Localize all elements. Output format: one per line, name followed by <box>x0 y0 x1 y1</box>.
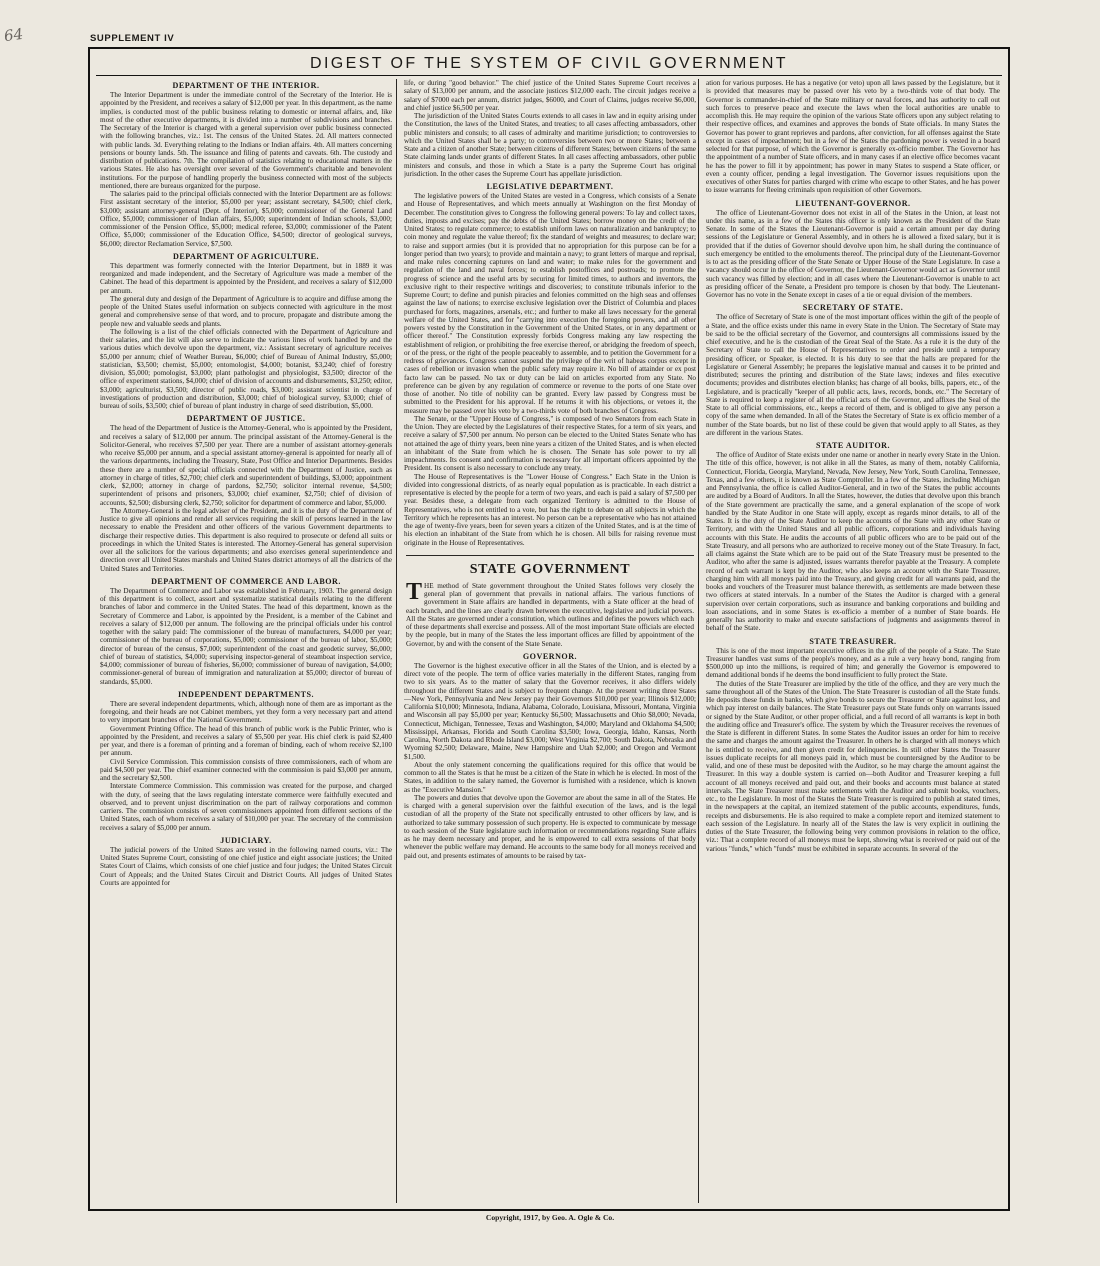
paragraph: The duties of the State Treasurer are implied by the title of the office, and they are very much the same throughout all of the States of the Union. The State Treasurer is custodian of all the State funds. He deposits these funds in banks, which give bonds to secure the Treasurer or State against loss, and which pay interest on daily balances. The State Treasurer pays out State funds only on warrants issued or signed by the State Auditor, or other proper official, and a full record of all warrants is kept in both the auditing office and Treasurer's office. The system by which the Treasurer receives the revenues of the State is different in different States. In some States the Auditor issues an order for him to receive the same and charges the amount against the Treasurer. In others he is charged with all moneys which he is entitled to receive, and then given credit for delinquencies. In still other States the Treasurer issues duplicate receipts for all moneys paid in, which must be countersigned by the Auditor to be valid, and one of these must be deposited with the Auditor, so he may charge the amount against the Treasurer. In this way a double system is carried on—both Auditor and Treasurer keeping a full account of all moneys received and paid out, and their books and accounts must balance at stated intervals. The State Treasurer must make settlements with the Auditor and submit books, vouchers, etc., to the Legislature. In most of the States the State Treasurer is required to publish at stated times, in the newspapers at the capital, an itemized statement of the public accounts, expenditures, funds, receipts and disbursements. He is also required to make a complete report and itemized statement to each session of the Legislature. In nearly all of the States the law is very explicit in outlining the duties of the State Treasurer, the following being very common provisions in relation to the office, viz.: That a complete record of all moneys must be kept, showing what is received or paid out of the various "funds," which "funds" must be exhibited in separate accounts. In several of the <box>706 679 1000 853</box>
section-department-of-agriculture <box>100 252 392 411</box>
state-government-intro <box>406 578 694 648</box>
section-heading: GOVERNOR. <box>522 651 578 661</box>
paragraph: The jurisdiction of the United States Courts extends to all cases in law and in equity arising under the Constitution, the laws of the United States, and treaties; to all cases affecting ambassadors, other public ministers and consuls; to all cases of admiralty and maritime jurisdiction; to controversies to which the United States shall be a party; to controversies between two or more States; between a State and a citizen of another State; between citizens of different States; between citizens of the same State claiming lands under grants of different States. In all cases affecting ambassadors, other public ministers and consuls, and those in which a State is a party the Supreme Court has original jurisdiction. In the other cases the Supreme Court has appellate jurisdiction. <box>404 112 696 178</box>
section-secretary-of-state <box>706 303 1000 437</box>
section-department-of-the-interior <box>100 81 392 248</box>
paragraph: There are several independent departments, which, although none of them are as important as the foregoing, and their heads are not Cabinet members, yet they form a very necessary part and attend to very important branches of the National Government. <box>100 699 392 725</box>
paragraph: The legislative powers of the United States are vested in a Congress, which consists of a Senate and House of Representatives, and which meets annually at Washington on the first Monday of December. The constitution gives to Congress the following general powers: To lay and collect taxes, duties, imposts and excises; pay the debts of the United States; borrow money on the credit of the United States; to regulate commerce; to establish uniform laws on naturalization and bankruptcy; to coin money and regulate the value thereof; fix the standard of weights and measures; to declare war; to raise and support armies (but it is provided that no appropriation for this purpose can be for a longer period than two years); to provide and maintain a navy; to grant letters of marque and reprisal, and make rules concerning captures on land and water; to make rules for the government and regulation of the land and naval forces; to establish postoffices and postroads; to promote the progress of science and the useful arts by securing for limited times, to authors and inventors, the exclusive right to their respective writings and discoveries; to constitute tribunals inferior to the Supreme Court; to define and punish piracies and felonies committed on the high seas and offenses against the law of nations; to exercise exclusive legislation over the District of Columbia and places purchased for forts, magazines, arsenals, etc.; and further to make all laws necessary for the general welfare of the United States, and for "carrying into execution the foregoing powers, and all other powers vested by the Constitution in the Government of the United States, or in any department or officer thereof." The Constitution expressly forbids Congress making any law respecting the establishment of religion, or prohibiting the free exercise thereof, or abridging the freedom of speech, or of the press, or the right of the people peaceably to assemble, and to petition the Government for a redress of grievances. Congress cannot suspend the privilege of the writ of habeas corpus except in cases of rebellion or invasion when the public safety may require it. No bill of attainder or ex post facto law can be passed. No tax or duty can be laid on articles exported from any State. No preference can be given by any regulation of commerce or revenue to the ports of one State over those of another. No title of nobility can be granted. Every law passed by Congress must be submitted to the President for his approval. If he returns it with his objections, or vetoes it, the measure may be passed over his veto by a two-thirds vote of both branches of Congress. <box>404 192 696 415</box>
paragraph: About the only statement concerning the qualifications required for this office that would be common to all the States is that he must be a citizen of the State in which he is elected. In most of the States, in addition to the salary named, the Governor is furnished with a residence, which is known as the "Executive Mansion." <box>404 760 696 794</box>
column-2 <box>404 79 696 1205</box>
paragraph: The Attorney-General is the legal adviser of the President, and it is the duty of the Department of Justice to give all opinions and render all services requiring the skill of persons learned in the law necessary to enable the President and other officers of the various Government departments to discharge their respective duties. This department is also required to prosecute or defend all suits or proceedings in which the United States is interested. The Attorney-General has general supervision over all the solicitors for the various departments; and also exercises general superintendence and direction over all United States marshals and United States district attorneys of all the districts of the United States and Territories. <box>100 506 392 573</box>
section-heading: INDEPENDENT DEPARTMENTS. <box>178 689 314 699</box>
paragraph: Interstate Commerce Commission. This commission was created for the purpose, and charged with the duty, of seeing that the laws regulating interstate commerce were faithfully executed and observed, and to prevent unjust discrimination on the part of railway corporations and common carriers. The commission consists of seven commissioners appointed from different sections of the United States, each of whom receives a salary of $10,000 per year. The secretary of the commission receives a salary of $5,000 per annum. <box>100 782 392 832</box>
intro-text: HE method of State government throughout the United States follows very closely the general plan of government that prevails in national affairs. The various functions of government in State affairs are handled in departments, with a State officer at the head of each branch, and the lines are clearly drawn between the executive, legislative and judicial powers. All the States are governed under a constitution, which outlines and defines the powers which each of these departments shall exercise and possess. All of the most important State officials are elected by the people, but in many of the States the less important offices are filled by appointment of the Governor, by and with the consent of the State Senate. <box>406 581 694 648</box>
column-divider <box>396 79 397 1203</box>
supplement-label: SUPPLEMENT IV <box>90 33 175 44</box>
paragraph: The Senate, or the "Upper House of Congress," is composed of two Senators from each State in the Union. They are elected by the Legislatures of their respective States, for a term of six years, and receive a salary of $7,500 per annum. No person can be elected to the United States Senate who has not attained the age of thirty years, been nine years a citizen of the United States, and is when elected an inhabitant of the State from which he is chosen. The Senate has sole power to try all impeachments. Its consent and confirmation is necessary for all important officers appointed by the President. Its consent is also necessary to conclude any treaty. <box>404 414 696 473</box>
copyright-line: Copyright, 1917, by Geo. A. Ogle & Co. <box>485 1213 615 1222</box>
paragraph: The Department of Commerce and Labor was established in February, 1903. The general design of this department is to collect, assort and systematize statistical details relating to the different branches of labor and commerce in the United States. The head of this department, known as the Secretary of Commerce and Labor, is appointed by the President, is a member of the Cabinet and receives a salary of $12,000 per annum. The following are the principal officials under his control together with the salary paid: The commissioner of the bureau of manufacturers, $4,000 per year; commissioner of the bureau of corporations, $5,000; commissioner of the bureau of labor, $5,000; director of bureau of the census, $7,000; superintendent of the coast and geodetic survey, $6,000; chief of bureau of statistics, $4,000; supervising inspector-general of steamboat inspection service, $4,000; commissioner of bureau of fisheries, $6,000; commissioner of bureau of navigation, $4,000; commissioner-general of bureau of immigration and naturalization at $5,000; director of bureau of standards, $5,000. <box>100 586 392 686</box>
page-title: DIGEST OF THE SYSTEM OF CIVIL GOVERNMENT <box>96 53 1002 76</box>
column-2-federal <box>404 79 696 547</box>
column-2-governor <box>404 652 696 860</box>
paragraph: The general duty and design of the Department of Agriculture is to acquire and diffuse among the people of the United States useful information on subjects connected with agriculture in the most general and comprehensive sense of that word, and to procure, propagate and distribute among the people new and valuable seeds and plants. <box>100 294 392 328</box>
section-heading: DEPARTMENT OF THE INTERIOR. <box>172 81 320 90</box>
section-continued <box>404 79 696 178</box>
section-legislative-department <box>404 182 696 547</box>
section-heading: LEGISLATIVE DEPARTMENT. <box>486 182 614 191</box>
section-heading: STATE AUDITOR. <box>815 441 891 450</box>
section-continued <box>706 79 1000 195</box>
paragraph: This department was formerly connected with the Interior Department, but in 1889 it was reorganized and made independent, and the Secretary of Agriculture was made a member of the Cabinet. The head of this department is appointed by the President, and receives a salary of $12,000 per annum. <box>100 261 392 295</box>
section-independent-departments <box>100 690 392 832</box>
paragraph: The House of Representatives is the "Lower House of Congress." Each State in the Union is divided into congressional districts, of as nearly equal population as is practicable. In each district a representative is elected by the people for a term of two years, and each is paid a salary of $7,500 per year. Besides these, a delegate from each organized Territory is admitted to the House of Representatives, who is not entitled to a vote, but has the right to debate on all subjects in which the Territory which he represents has an interest. No person can be a representative who has not attained the age of twenty-five years, been for seven years a citizen of the United States, and is at the time of his election an inhabitant of the State from which he is chosen. All bills for raising revenue must originate in the House of Representatives. <box>404 472 696 547</box>
paragraph: This is one of the most important executive offices in the gift of the people of a State. The State Treasurer handles vast sums of the people's money, and as a rule a very heavy bond, ranging from $500,000 up into the millions, is required of him; and generally the Governor is empowered to demand additional bonds if he deems the bond insufficient to fully protect the State. <box>706 646 1000 680</box>
state-government-heading: STATE GOVERNMENT <box>469 561 631 577</box>
column-1 <box>100 79 392 1205</box>
page-frame <box>88 47 1010 1211</box>
paragraph: The salaries paid to the principal officials connected with the Interior Department are as follows: First assistant secretary of the interior, $5,000 per year; assistant secretary, $4,500; chief clerk, $3,000; assistant attorney-general (Dept. of Interior), $5,000; commissioner of the General Land Office, $5,000; commissioner of Indian affairs, $5,000; superintendent of Indian schools, $3,000; commissioner of the Pension Office, $5,000; medical referee, $3,000; commissioner of the Patent Office, $5,000; commissioner of the Education Office, $4,500; director of geological surveys, $6,000; director Reclamation Service, $7,500. <box>100 190 392 248</box>
state-government-section <box>406 555 694 648</box>
paragraph: The Interior Department is under the immediate control of the Secretary of the Interior. He is appointed by the President, and receives a salary of $12,000 per year. In this department, as the name implies, is conducted most of the public business relating to domestic or internal affairs, and, like most of the other executive departments, it is divided into a number of subdivisions and branches. The Secretary of the Interior is charged with a general supervision over public business connected with the following branches, viz.: 1st. The census of the United States. 2d. All matters connected with public lands. 3d. Everything relating to the Indians or Indian affairs. 4th. All matters concerning pensions or bounty lands. 5th. The issuance and filing of patents and caveats. 6th. The custody and distribution of publications. 7th. The compilation of statistics relating to educational matters in the various States. He also has oversight over several of the Government's charitable and benevolent institutions. For the purpose of handling properly the business connected with most of the subjects mentioned, there are bureaus organized for the purpose. <box>100 91 392 190</box>
paragraph: The office of Lieutenant-Governor does not exist in all of the States in the Union, at least not under this name, as in a few of the States this officer is only known as the President of the State Senate. In some of the States the Lieutenant-Governor is paid a certain amount per day during sessions of the Legislature or General Assembly, and in others he is allowed a fixed salary, but it is provided that if the duties of Governor should devolve upon him, he shall during the continuance of such emergency be entitled to the emoluments thereof. The principal duty of the Lieutenant-Governor is to act as the presiding officer of the State Senate or Upper House of the State Legislature. In case a vacancy should occur in the office of Governor, the Lieutenant-Governor would act as Governor until such vacancy was filled by election; and in all cases where the Lieutenant-Governor is unable to act as presiding officer of the Senate, a President pro tempore is chosen by that body. The Lieutenant-Governor has no vote in the Senate except in cases of a tie or equal division of the members. <box>706 208 1000 299</box>
section-heading: SECRETARY OF STATE. <box>802 303 904 313</box>
section-governor <box>404 652 696 860</box>
section-judiciary <box>100 836 392 887</box>
section-heading: JUDICIARY. <box>220 835 272 845</box>
paragraph: Civil Service Commission. This commission consists of three commissioners, each of whom are paid $4,500 per year. The chief examiner connected with the commission is paid $3,000 per annum, and the secretary $2,500. <box>100 757 392 782</box>
paragraph: The judicial powers of the United States are vested in the following named courts, viz.: The United States Supreme Court, consisting of one chief justice and eight associate justices; the United States Court of Claims, which consists of one chief justice and four judges; the United States Circuit Court of Appeals; and the United States Circuit and District Courts. All judges of United States Courts are appointed for <box>100 845 392 887</box>
column-divider <box>698 79 699 1203</box>
section-department-of-commerce-and-labor <box>100 577 392 686</box>
section-heading: DEPARTMENT OF JUSTICE. <box>186 414 306 424</box>
section-heading: DEPARTMENT OF COMMERCE AND LABOR. <box>151 576 341 586</box>
drop-cap: T <box>406 578 423 605</box>
section-heading: LIEUTENANT-GOVERNOR. <box>795 198 911 208</box>
section-state-auditor <box>706 441 1000 633</box>
paragraph: The following is a list of the chief officials connected with the Department of Agriculture and their salaries, and the list will also serve to indicate the various lines of work handled by and the various duties which devolve upon the department, viz.: Assistant secretary of agriculture receives $5,000 per annum; chief of Weather Bureau, $6,000; chief of Bureau of Animal Industry, $5,000; statistician, $3,500; chemist, $5,000; entomologist, $4,000; botanist, $3,240; chief of forestry division, $5,000; pomologist, $3,000; plant pathologist and physiologist, $3,500; director of the office of experiment stations, $4,000; chief of division of accounts and disbursements, $3,250; editor, $3,000; agriculturist, $3,500; director of public roads, $3,000; assistant scientist in charge of investigations of production and distribution, $3,000; chief of biological survey, $3,000; chief of bureau of soils, $3,500; chief of bureau of plant industry in charge of seed distribution, $5,000. <box>100 327 392 410</box>
paragraph: Government Printing Office. The head of this branch of public work is the Public Printer, who is appointed by the President, and receives a salary of $5,500 per year. His chief clerk is paid $2,400 per year, and there is a foreman of printing and a foreman of binding, each of whom receive $2,100 per annum. <box>100 724 392 758</box>
margin-note: 64 <box>2 24 25 46</box>
column-3 <box>706 79 1000 1205</box>
section-heading: STATE TREASURER. <box>809 636 897 646</box>
paragraph: The office of Secretary of State is one of the most important offices within the gift of the people of a State, and the office exists under this name in every State in the Union. The Secretary of State may be said to be the official secretary of the Governor, and countersigns all commissions issued by the chief executive, and he is the custodian of the Great Seal of the State. As a rule it is the duty of the Secretary of State to call the House of Representatives to order and preside until a temporary presiding officer, or Speaker, is elected. It is his duty to see that the halls are prepared for the Legislature or General Assembly; he prepares the legislative manual and causes it to be printed and distributed; secures the printing and distribution of the State laws; indexes and files executive documents; provides and distributes election blanks; has charge of all books, bills, papers, etc., of the Legislature, and is practically "keeper of all public acts, laws, records, bonds, etc." The Secretary of State is required to keep a register of all the official acts of the Governor, and affixes the Seal of the State to all official commissions, etc., keeps a record of them, and is obliged to give any person a copy of the same when demanded. In all of the States the Secretary of State is ex officio member of a number of the State boards, but no list of these could be given that would apply to all States, as they are different in the various States. <box>706 313 1000 437</box>
section-department-of-justice <box>100 414 392 573</box>
paragraph: The powers and duties that devolve upon the Governor are about the same in all of the States. He is charged with a general supervision over the faithful execution of the laws, and is the legal custodian of all the property of the State not specifically entrusted to other officers by law, and is authorized to take summary possession of such property. He is expected to communicate by message to each session of the State legislature such information or recommendations regarding State affairs as he may deem necessary and proper, and he is empowered to call extra sessions of that body whenever the public welfare may demand. He accounts to the same body for all moneys received and paid out, and presents estimates of amounts to be raised by tax- <box>404 793 696 860</box>
paragraph: ation for various purposes. He has a negative (or veto) upon all laws passed by the Legislature, but it is provided that measures may be passed over his veto by a two-thirds vote of that body. The Governor is commander-in-chief of the State military or naval forces, and has authority to call out such forces to preserve peace and execute the laws when the local authorities are unable to accomplish this. He may require the opinion of the various State officers upon any subject relating to their respective offices, and examines and approves the bonds of State officials. In many States the Governor has power to grant reprieves and pardons, after conviction, for all offenses against the State except in cases of impeachment; but in a few of the States the pardoning power is vested in a board selected for that purpose, of which the Governor is generally ex-officio member. The Governor has the appointment of a number of State officers, and in many cases if an elective office becomes vacant he has the power to fill it by appointment; has power in many States to suspend a State officer, or even a county officer, pending a legal investigation. The Governor issues requisitions upon the executives of other States for parties charged with crime who escape to other States, and he has power to issue warrants for fleeing criminals upon requisition of other Governors. <box>706 79 1000 195</box>
section-state-treasurer <box>706 637 1000 853</box>
paragraph: The office of Auditor of State exists under one name or another in nearly every State in the Union. The title of this office, however, is not alike in all the States, as many of them, notably California, Connecticut, Florida, Georgia, Maryland, Nevada, New Jersey, New York, South Carolina, Tennessee, Texas, and a few others, it is known as State Comptroller. In a few of the States, including Michigan and Pennsylvania, the office is called Auditor-General, and in two of the States the public accounts are audited by a Board of Auditors. In all the States, however, the duties that devolve upon this branch of the State government are practically the same, and a general explanation of the scope of work handled by the State Auditor in one State will apply, except as regards minor details, to all of the States. It is the duty of the State Auditor to keep the accounts of the State with any other State or Territory, and with the United States and all public officers, corporations and individuals having accounts with this State. He audits the accounts of all public officers who are to be paid out of the State Treasury, and all persons who are authorized to receive money out of the State Treasury. In fact, all claims against the State which are to be paid out of the State Treasury must be presented to the Auditor, who after the same is adjusted, issues warrants therefor payable at the Treasury. A complete record of each warrant is kept by the Auditor, who also keeps an account with the State Treasurer, charging him with all moneys paid into the Treasury, and giving credit for all warrants paid, and the books and vouchers of the Treasurer must balance therewith, as settlements are made between these two officers at stated intervals. In a number of the States the Auditor is charged with a general supervision over certain corporations, such as insurance and banking corporations and building and loan associations, and in some States is ex-officio a member of a number of State boards. He generally has authority to make and execute satisfactions of judgments and assignments thereof in behalf of the State. <box>706 451 1000 633</box>
section-lieutenant-governor <box>706 199 1000 300</box>
paragraph: The head of the Department of Justice is the Attorney-General, who is appointed by the President, and receives a salary of $12,000 per annum. The principal assistant of the Attorney-General is the Solicitor-General, who receives $7,500 per year. There are a number of assistant attorney-generals who receive $5,000 per annum, and a special assistant attorney-general is appointed for nearly all of the various departments, including the Treasury, State, Post Office and Interior Departments. Besides these there are a number of special officials connected with the Department of Justice, such as attorney in charge of titles, $2,700; chief clerk and superintendent of buildings, $3,000; appointment clerk, $2,000; attorney in charge of pardons, $2,750; solicitor internal revenue, $4,500; superintendent of prisons and prisoners, $3,000; chief examiner, $2,750; chief of division of accounts, $2,500; disbursing clerk, $2,750; solicitor for department of commerce and labor, $5,000. <box>100 424 392 507</box>
paragraph: The Governor is the highest executive officer in all the States of the Union, and is elected by a direct vote of the people. The term of office varies materially in the different States, ranging from two to six years. As to the matter of salary that the Governor receives, it also differs widely throughout the different States and is subject to frequent change. At the present writing three States—New York, Pennsylvania and New Jersey pay their Governors $10,000 per year; Illinois $12,000; California $10,000; Minnesota, Indiana, Alabama, Colorado, Louisiana, Missouri, Montana, Virginia and Wisconsin all pay $5,000 per year; Kentucky $6,500; Massachusetts and Ohio $8,000; Nevada, Connecticut, Michigan, Tennessee, Texas and Washington, $4,000; Maryland and Oklahoma $4,500; Mississippi, Arkansas, Florida and South Carolina $3,500; Iowa, Georgia, Idaho, Kansas, North Carolina, North Dakota and Rhode Island $3,000; West Virginia $2,700; South Dakota, Nebraska and Wyoming $2,500; Delaware, Maine, New Hampshire and Utah $2,000; and Oregon and Vermont $1,500. <box>404 661 696 761</box>
section-heading: DEPARTMENT OF AGRICULTURE. <box>172 251 320 261</box>
paragraph: life, or during "good behavior." The chief justice of the United States Supreme Court receives a salary of $13,000 per annum, and the associate justices $12,000 each. The circuit judges receive a salary of $7000 each per annum, district judges, $6000, and Court of Claims, judges receive $6,000, and chief justice $6,500 per year. <box>404 79 696 112</box>
